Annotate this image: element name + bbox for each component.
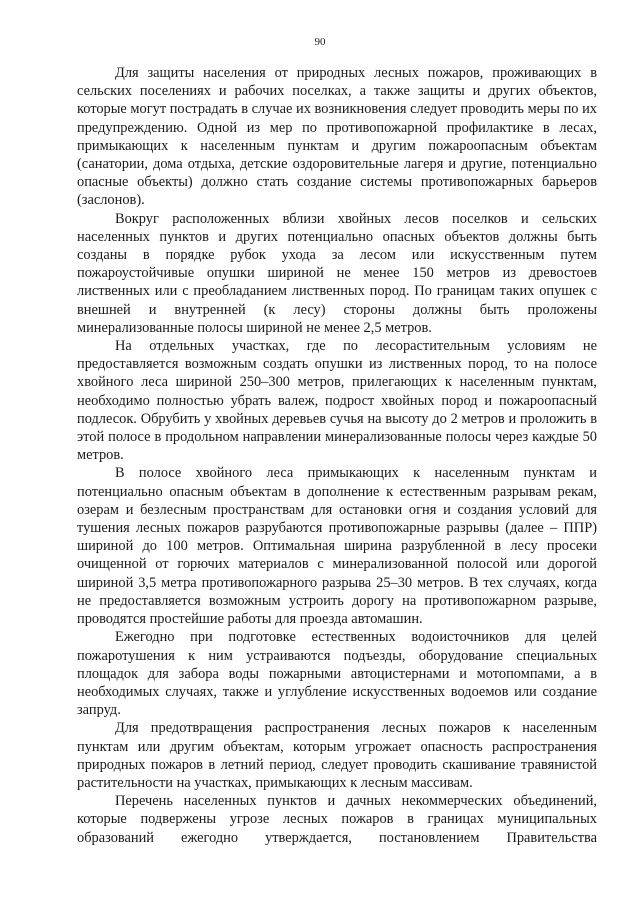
paragraph-firebreaks: В полосе хвойного леса примыкающих к населенным пунктам и потенциально опасным объектам в дополнение к естественным разрывам рекам, озерам и безлесным пространствам для остановки огня и создания условий для тушения лесных пожаров разрубаются противопожарные разрывы (далее – ППР) шириной до 100 метров. Оптимальная ширина разрубленной в лесу просеки очищенной от горючих материалов с минерализованной полосой или дорогой шириной 3,5 метра противопожарного разрыва 25–30 метров. В тех случаях, когда не предоставляется возможным устроить дорогу на противопожарном разрыве, проводятся простейшие работы для проезда автомашин.	[77, 465, 597, 628]
paragraph-water-sources: Ежегодно при подготовке естественных водоисточников для целей пожаротушения к ним устраиваются подъезды, оборудование специальных площадок для забора воды пожарными автоцистернами и мотопомпами, а в необходимых случаях, также и углубление искусственных водоемов или создание запруд.	[77, 629, 597, 719]
paragraph-grass-mowing: Для предотвращения распространения лесных пожаров к населенным пунктам или другим объектам, которым угрожает опасность распространения природных пожаров в летний период, следует проводить скашивание травянистой растительности на участках, примыкающих к лесным массивам.	[77, 720, 597, 791]
page-number: 90	[314, 36, 326, 48]
paragraph-coniferous-strip-clearing: На отдельных участках, где по лесорастительным условиям не предоставляется возможным создать опушки из лиственных пород, то на полосе хвойного леса шириной 250–300 метров, прилегающих к населенным пунктам, необходимо полностью убрать валеж, подрост хвойных пород и пожароопасный подлесок. Обрубить у хвойных деревьев сучья на высоту до 2 метров и проложить в этой полосе в продольном направлении минерализованные полосы через каждые 50 метров.	[77, 338, 597, 464]
document-body	[77, 64, 597, 847]
paragraph-fire-protection-measures: Для защиты населения от природных лесных пожаров, проживающих в сельских поселениях и рабочих поселках, а также защиты и других объектов, которые могут пострадать в случае их возникновения следует проводить меры по их предупреждению. Одной из мер по противопожарной профилактике в лесах, примыкающих к населенным пунктам и другим пожароопасным объектам (санатории, дома отдыха, детские оздоровительные лагеря и другие, потенциально опасные объекты) должно стать создание системы противопожарных барьеров (заслонов).	[77, 65, 597, 209]
paragraph-fire-resistant-edges: Вокруг расположенных вблизи хвойных лесов поселков и сельских населенных пунктов и других потенциально опасных объектов должны быть созданы в порядке рубок ухода за лесом или искусственным путем пожароустойчивые опушки шириной не менее 150 метров из древостоев лиственных или с преобладанием лиственных пород. По границам таких опушек с внешней и внутренней (к лесу) стороны должны быть проложены минерализованные полосы шириной не менее 2,5 метров.	[77, 210, 597, 336]
paragraph-settlements-list: Перечень населенных пунктов и дачных некоммерческих объединений, которые подвержены угрозе лесных пожаров в границах муниципальных образований ежегодно утверждается, постановлением Правительства	[77, 793, 597, 846]
